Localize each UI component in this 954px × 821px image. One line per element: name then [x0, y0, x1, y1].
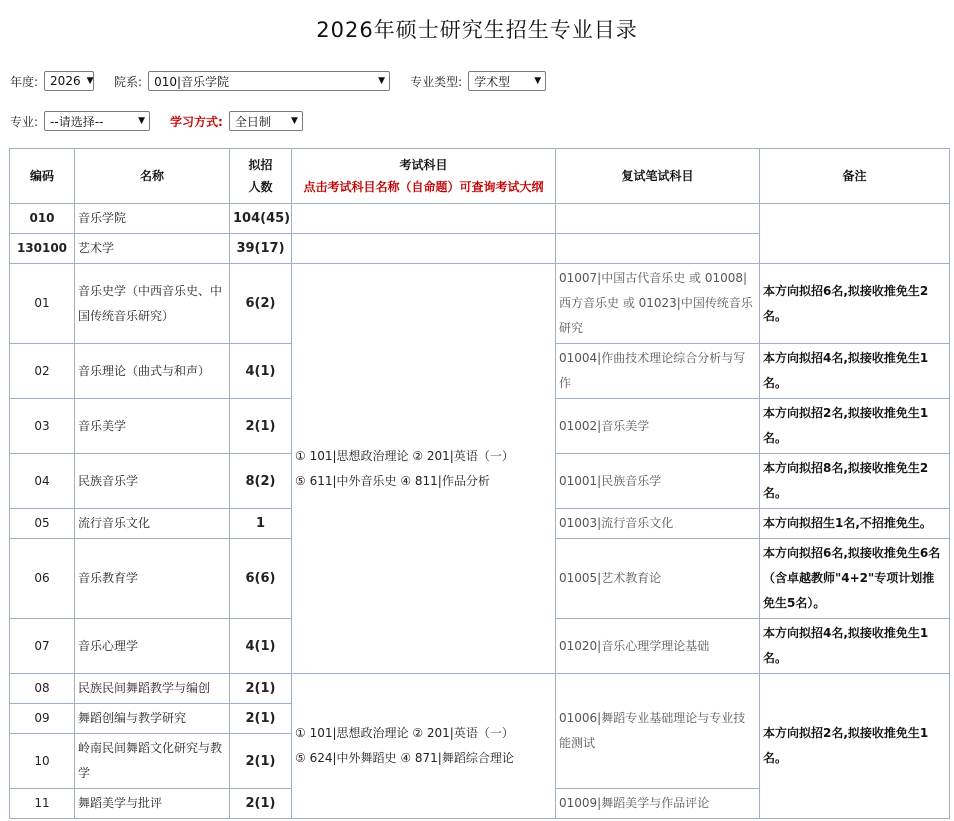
row-name[interactable]: 音乐心理学 [75, 619, 230, 674]
row-name[interactable]: 音乐理论（曲式与和声） [75, 344, 230, 399]
exam-hint: 点击考试科目名称（自命题）可查询考试大纲 [303, 180, 544, 194]
mode-select-value: 全日制 [234, 114, 271, 129]
row-quota: 2(1) [230, 704, 292, 734]
chevron-down-icon: ▼ [86, 76, 94, 86]
mode-select[interactable] [229, 111, 303, 131]
row-retest: 01001|民族音乐学 [556, 454, 760, 509]
row-quota: 8(2) [230, 454, 292, 509]
chevron-down-icon: ▼ [534, 76, 542, 86]
row-code: 04 [10, 454, 75, 509]
row-name[interactable]: 音乐史学（中西音乐史、中国传统音乐研究） [75, 264, 230, 344]
row-note: 本方向拟招生1名,不招推免生。 [760, 509, 950, 539]
major-label: 专业: [10, 114, 39, 129]
dept-label: 院系: [114, 74, 143, 89]
row-quota: 2(1) [230, 734, 292, 789]
page-title: 2026年硕士研究生招生专业目录 [316, 18, 638, 42]
row-note: 本方向拟招2名,拟接收推免生1名。 [760, 399, 950, 454]
major-select[interactable] [44, 111, 150, 131]
row-code: 07 [10, 619, 75, 674]
row-code: 05 [10, 509, 75, 539]
row-note: 本方向拟招4名,拟接收推免生1名。 [760, 619, 950, 674]
row-retest: 01005|艺术教育论 [556, 539, 760, 619]
row-name[interactable]: 舞蹈美学与批评 [75, 789, 230, 819]
row-name[interactable]: 音乐教育学 [75, 539, 230, 619]
table-header-row [10, 149, 950, 204]
row-note: 本方向拟招4名,拟接收推免生1名。 [760, 344, 950, 399]
exam-subjects-line[interactable]: ① 101|思想政治理论 ② 201|英语（一） [295, 726, 514, 740]
filter-row-2 [10, 111, 303, 131]
dept-select[interactable] [148, 71, 390, 91]
row-note: 本方向拟招6名,拟接收推免生2名。 [760, 264, 950, 344]
exam-group-1 [292, 264, 556, 674]
exam-subjects-line[interactable]: ⑤ 624|中外舞蹈史 ④ 871|舞蹈综合理论 [295, 751, 514, 765]
dept-quota: 104(45) [230, 204, 292, 234]
discipline-quota: 39(17) [230, 234, 292, 264]
chevron-down-icon: ▼ [138, 116, 146, 126]
row-retest: 01020|音乐心理学理论基础 [556, 619, 760, 674]
dept-name[interactable]: 音乐学院 [75, 204, 230, 234]
dance-note: 本方向拟招2名,拟接收推免生1名。 [760, 674, 950, 819]
year-label: 年度: [10, 74, 39, 89]
row-code: 11 [10, 789, 75, 819]
header-note: 备注 [760, 149, 950, 204]
chevron-down-icon: ▼ [290, 116, 298, 126]
type-select-value: 学术型 [474, 74, 511, 89]
row-name[interactable]: 舞蹈创编与教学研究 [75, 704, 230, 734]
row-note: 本方向拟招6名,拟接收推免生6名（含卓越教师"4+2"专项计划推免生5名）。 [760, 539, 950, 619]
header-exam: 考试科目 点击考试科目名称（自命题）可查询考试大纲 [292, 149, 556, 204]
exam-subjects-line[interactable]: ① 101|思想政治理论 ② 201|英语（一） [295, 448, 514, 463]
row-quota: 6(2) [230, 264, 292, 344]
row-retest: 01004|作曲技术理论综合分析与写作 [556, 344, 760, 399]
row-name[interactable]: 民族音乐学 [75, 454, 230, 509]
row-code: 01 [10, 264, 75, 344]
major-select-value: --请选择-- [50, 114, 104, 129]
row-quota: 1 [230, 509, 292, 539]
filter-row-1 [10, 71, 546, 91]
mode-label: 学习方式: [170, 114, 223, 129]
row-name[interactable]: 流行音乐文化 [75, 509, 230, 539]
row-retest: 01007|中国古代音乐史 或 01008|西方音乐史 或 01023|中国传统音乐研究 [556, 264, 760, 344]
dance-retest: 01006|舞蹈专业基础理论与专业技能测试 [556, 674, 760, 789]
row-code: 06 [10, 539, 75, 619]
dept-select-value: 010|音乐学院 [154, 74, 230, 89]
row-name[interactable]: 岭南民间舞蹈文化研究与教学 [75, 734, 230, 789]
row-retest: 01003|流行音乐文化 [556, 509, 760, 539]
header-retest: 复试笔试科目 [556, 149, 760, 204]
row-name[interactable]: 音乐美学 [75, 399, 230, 454]
row-quota: 2(1) [230, 789, 292, 819]
row-quota: 4(1) [230, 619, 292, 674]
type-label: 专业类型: [410, 74, 463, 89]
table-row [10, 674, 950, 704]
row-code: 03 [10, 399, 75, 454]
catalog-table [9, 148, 950, 819]
table-row [10, 264, 950, 344]
header-name: 名称 [75, 149, 230, 204]
row-code: 02 [10, 344, 75, 399]
row-name[interactable]: 民族民间舞蹈教学与编创 [75, 674, 230, 704]
row-code: 08 [10, 674, 75, 704]
row-quota: 6(6) [230, 539, 292, 619]
discipline-name[interactable]: 艺术学 [75, 234, 230, 264]
row-retest: 01009|舞蹈美学与作品评论 [556, 789, 760, 819]
row-quota: 4(1) [230, 344, 292, 399]
row-quota: 2(1) [230, 399, 292, 454]
header-quota: 拟招 人数 [230, 149, 292, 204]
exam-group-2 [292, 674, 556, 819]
type-select[interactable] [468, 71, 546, 91]
chevron-down-icon: ▼ [378, 76, 386, 86]
row-quota: 2(1) [230, 674, 292, 704]
row-note: 本方向拟招8名,拟接收推免生2名。 [760, 454, 950, 509]
discipline-code: 130100 [10, 234, 75, 264]
row-code: 09 [10, 704, 75, 734]
row-retest: 01002|音乐美学 [556, 399, 760, 454]
header-code: 编码 [10, 149, 75, 204]
year-select[interactable] [44, 71, 94, 91]
dept-row [10, 204, 950, 234]
exam-subjects-line[interactable]: ⑤ 611|中外音乐史 ④ 811|作品分析 [295, 473, 490, 488]
dept-code: 010 [10, 204, 75, 234]
row-code: 10 [10, 734, 75, 789]
year-select-value: 2026 [50, 74, 81, 88]
